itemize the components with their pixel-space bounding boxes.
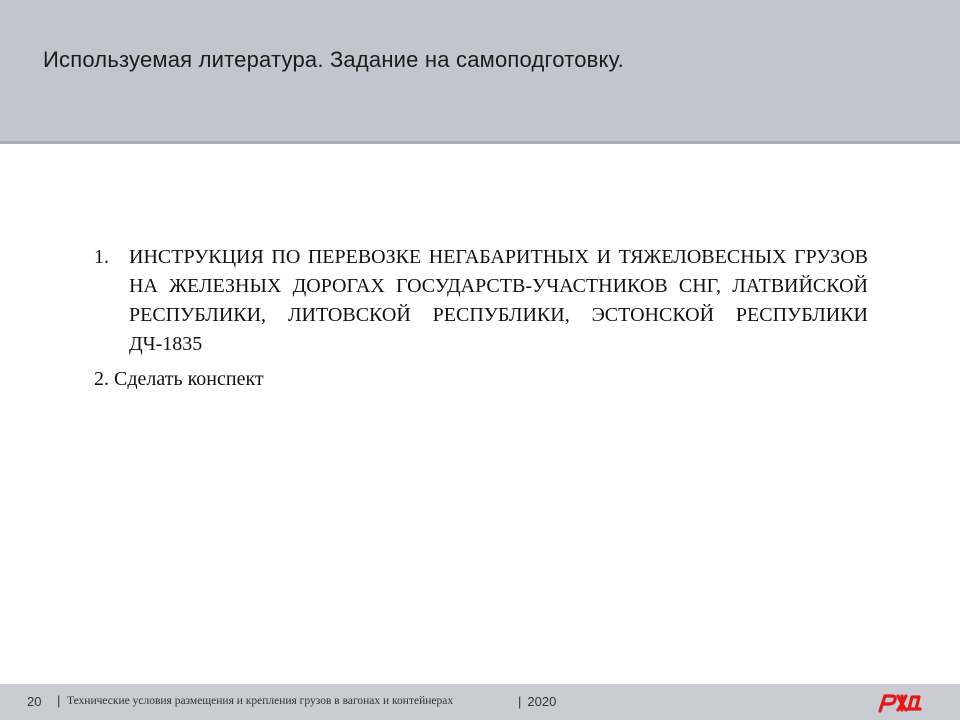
- slide-content: [94, 243, 868, 394]
- rzd-logo-icon: [876, 690, 924, 714]
- page-number: 20: [27, 694, 42, 709]
- footer-year-group: [518, 694, 556, 709]
- list-item-number: 1.: [94, 246, 109, 268]
- course-title: Технические условия размещения и крепления грузов в вагонах и контейнерах: [67, 695, 454, 707]
- footer-separator: |: [57, 693, 61, 708]
- list-item: [94, 243, 868, 359]
- slide-header: [0, 0, 960, 144]
- list-item: 2. Сделать конспект: [94, 368, 264, 390]
- list-item-text: ИНСТРУКЦИЯ ПО ПЕРЕВОЗКЕ НЕГАБАРИТНЫХ И ТЯЖЕЛОВЕСНЫХ ГРУЗОВ НА ЖЕЛЕЗНЫХ ДОРОГАХ ГОСУДАРСТВ-УЧАСТНИКОВ СНГ, ЛАТВИЙСКОЙ РЕСПУБЛИКИ, ЛИТОВСКОЙ РЕСПУБЛИКИ, ЭСТОНСКОЙ РЕСПУБЛИКИ ДЧ-1835: [129, 246, 868, 355]
- footer-separator: |: [518, 694, 522, 709]
- slide-title: Используемая литература. Задание на самоподготовку.: [43, 47, 624, 72]
- footer-year: 2020: [527, 694, 557, 709]
- slide-footer: [0, 684, 960, 720]
